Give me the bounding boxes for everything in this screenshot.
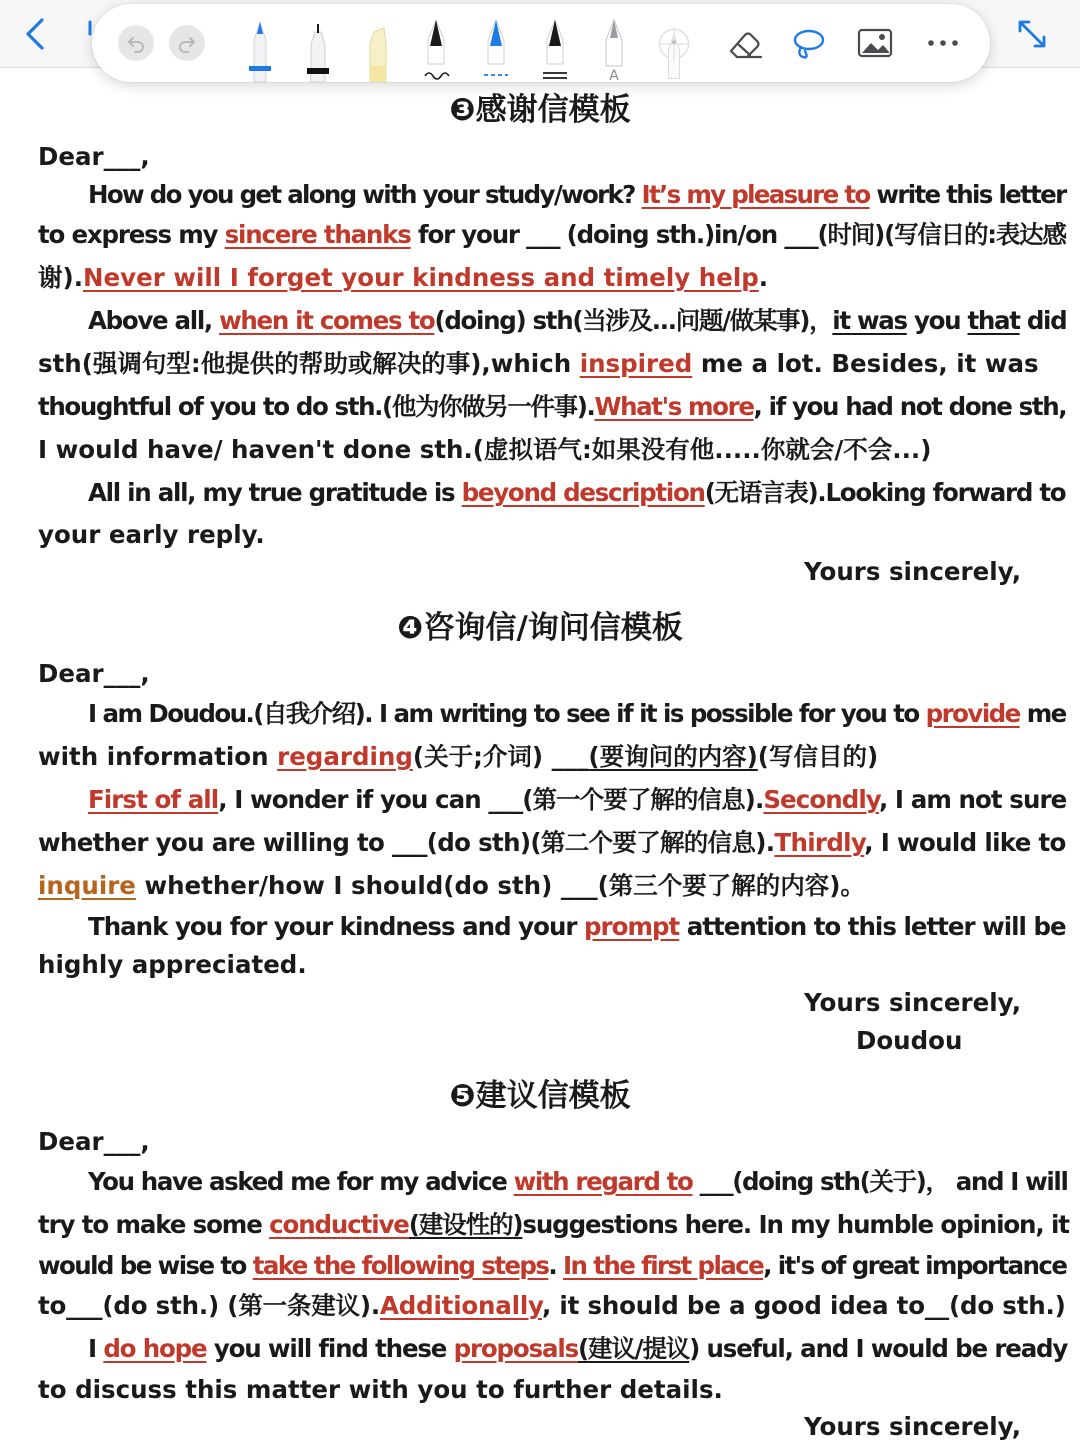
text-span: you (906, 306, 968, 335)
text-span: (doing) sth(当涉及...问题/做某事)， (434, 306, 833, 335)
section-title-suggestion-letter: ❺建议信模板 (449, 1078, 631, 1114)
text-line (88, 783, 1067, 817)
signature-name: Doudou (856, 1026, 963, 1055)
text-line (38, 740, 1058, 774)
text-span: (无语言表).Looking forward to (704, 478, 1066, 507)
document-page (0, 68, 1080, 1440)
text-span: to express my (38, 220, 225, 249)
text-span: ) useful, and I would be ready (689, 1334, 1068, 1363)
pencil-letter: A (609, 68, 619, 82)
text-line (38, 869, 1058, 903)
text-span: How do you get along with your study/work? (88, 180, 642, 209)
text-line (38, 347, 1058, 381)
text-line (88, 476, 1066, 510)
highlighted-phrase: Thirdly (774, 828, 865, 857)
text-line (88, 178, 1066, 212)
salutation: Dear___, (38, 659, 150, 688)
text-line (38, 261, 1058, 295)
underlined-phrase: that (967, 306, 1020, 335)
text-span: , I am not sure (878, 785, 1067, 814)
highlighted-phrase: inquire (38, 871, 136, 900)
text-line (38, 218, 1066, 252)
salutation: Dear___, (38, 142, 150, 171)
text-line (38, 1249, 1067, 1283)
text-line: highly appreciated. (38, 950, 307, 979)
text-span: Above all, (88, 306, 220, 335)
text-span: write this letter (869, 180, 1066, 209)
text-line (88, 697, 1066, 731)
highlighted-phrase: with regard to (513, 1167, 693, 1196)
text-line (38, 1289, 1066, 1323)
text-span: Thank you for your kindness and your (88, 912, 585, 941)
highlighted-phrase: beyond description (461, 478, 705, 507)
highlighted-phrase: Never will I forget your kindness and timely help (83, 263, 759, 292)
text-span: thoughtful of you to do sth.(他为你做另一件事). (38, 392, 595, 421)
redo-icon[interactable] (169, 25, 205, 61)
highlighted-phrase: do hope (103, 1334, 207, 1363)
salutation: Dear___, (38, 1127, 150, 1156)
text-span: , if you had not done sth, (753, 392, 1067, 421)
text-span: try to make some (38, 1210, 270, 1239)
text-span: would be wise to (38, 1251, 253, 1280)
highlighted-phrase: Secondly (763, 785, 879, 814)
text-line (88, 1332, 1068, 1366)
text-span: You have asked me for my advice (88, 1167, 514, 1196)
highlighted-phrase: proposals (453, 1334, 578, 1363)
text-span: , it should be a good idea to__(do sth.) (541, 1291, 1066, 1320)
undo-icon[interactable] (118, 25, 154, 61)
underlined-phrase: (要询问的内容) (588, 742, 758, 771)
text-span: to___(do sth.) (第一条建议). (38, 1291, 380, 1320)
text-line (88, 1165, 1068, 1199)
text-span: me (1019, 699, 1066, 728)
text-span: attention to this letter will be (679, 912, 1066, 941)
back-chevron-icon[interactable] (18, 14, 54, 54)
text-line: your early reply. (38, 520, 265, 549)
highlighted-phrase: Additionally (380, 1291, 542, 1320)
highlighted-phrase: conductive (269, 1210, 409, 1239)
expand-arrows-icon[interactable] (1014, 16, 1050, 52)
text-span: did (1019, 306, 1067, 335)
text-line (88, 304, 1067, 338)
text-line (38, 1208, 1069, 1242)
text-span: I (88, 1334, 104, 1363)
text-span: me a lot. Besides, it was (692, 349, 1039, 378)
text-span: whether/how I should(do sth) ___(第三个要了解的内容)。 (135, 871, 865, 900)
highlighted-phrase: It’s my pleasure to (641, 180, 870, 209)
underlined-phrase: it was (832, 306, 907, 335)
text-span: , I wonder if you can ___(第一个要了解的信息). (218, 785, 764, 814)
text-line (38, 390, 1067, 424)
highlighted-phrase: inspired (579, 349, 693, 378)
highlighted-phrase: prompt (584, 912, 680, 941)
text-line: to discuss this matter with you to further details. (38, 1375, 723, 1404)
text-span: suggestions here. In my humble opinion, it (522, 1210, 1069, 1239)
text-span: sth(强调句型:他提供的帮助或解决的事),which (38, 349, 580, 378)
text-span: (关于;介词) ___ (412, 742, 589, 771)
section-title-thank-you-letter: ❸感谢信模板 (449, 92, 631, 128)
text-span: (写信目的) (757, 742, 879, 771)
text-span: . (758, 263, 769, 292)
text-span: ___(doing sth(关于)， and I will (692, 1167, 1068, 1196)
text-span: whether you are willing to ___(do sth)(第二个要了解的信息). (38, 828, 775, 857)
underlined-phrase: (建议/提议 (578, 1334, 690, 1363)
section-title-inquiry-letter: ❹咨询信/询问信模板 (397, 610, 683, 646)
text-span: , I would like to (864, 828, 1066, 857)
underlined-phrase: (建设性的) (408, 1210, 523, 1239)
highlighted-phrase: What's more (594, 392, 754, 421)
text-span: All in all, my true gratitude is (88, 478, 462, 507)
text-line (88, 910, 1066, 944)
text-span: . (548, 1251, 563, 1280)
closing: Yours sincerely, (804, 557, 1021, 586)
highlighted-phrase: In the first place (562, 1251, 764, 1280)
text-line: I would have/ haven't done sth.(虚拟语气:如果没有他.....你就会/不会...) (38, 435, 932, 464)
text-span: , it's of great importance (763, 1251, 1067, 1280)
text-span: with information (38, 742, 278, 771)
text-span: 谢). (38, 263, 84, 292)
highlighted-phrase: take the following steps (252, 1251, 549, 1280)
text-line (38, 826, 1066, 860)
highlighted-phrase: regarding (277, 742, 413, 771)
text-span: you will find these (206, 1334, 454, 1363)
text-span: I am Doudou.(自我介绍). I am writing to see if it is possible for you to (88, 699, 926, 728)
highlighted-phrase: sincere thanks (224, 220, 411, 249)
highlighted-phrase: provide (925, 699, 1020, 728)
highlighted-phrase: when it comes to (219, 306, 435, 335)
closing: Yours sincerely, (804, 988, 1021, 1017)
text-span: for your ___ (doing sth.)in/on ___(时间)(写信日的:表达感 (410, 220, 1066, 249)
closing: Yours sincerely, (804, 1412, 1021, 1440)
highlighted-phrase: First of all (88, 785, 219, 814)
